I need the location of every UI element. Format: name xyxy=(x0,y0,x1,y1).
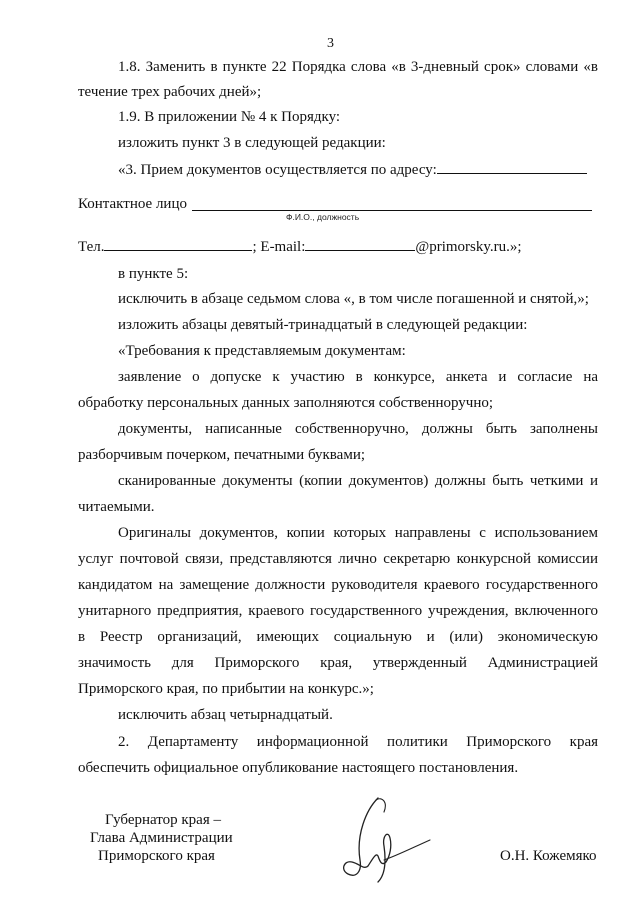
page-number: 3 xyxy=(327,36,334,51)
paragraph-2-line-2: обеспечить официальное опубликование настоящего постановления. xyxy=(78,760,519,776)
signatory-title-line-1: Губернатор края – xyxy=(105,812,221,828)
signatory-title-line-2: Глава Администрации xyxy=(90,830,233,846)
email-blank xyxy=(305,237,415,251)
paragraph-scanned-line-2: читаемыми. xyxy=(78,499,155,515)
paragraph-application-line-2: обработку персональных данных заполняются собственноручно; xyxy=(78,395,494,411)
email-label: ; E-mail: xyxy=(252,239,306,255)
paragraph-handwritten-line-2: разборчивым почерком, печатными буквами; xyxy=(78,447,366,463)
paragraph-1-8-line-2: течение трех рабочих дней»; xyxy=(78,84,262,100)
paragraph-originals-line-2: услуг почтовой связи, представляются лично секретарю конкурсной комиссии xyxy=(78,551,598,567)
paragraph-originals-line-3: кандидатом на замещение должности руководителя краевого государственного xyxy=(78,577,598,593)
paragraph-originals-line-7: Приморского края, по прибытии на конкурс.»; xyxy=(78,681,374,697)
contact-person-caption: Ф.И.О., должность xyxy=(286,212,360,222)
paragraph-edit-item-3: изложить пункт 3 в следующей редакции: xyxy=(118,135,386,151)
phone-label: Тел. xyxy=(78,239,105,255)
paragraph-1-8-line-1: 1.8. Заменить в пункте 22 Порядка слова «в 3-дневный срок» словами «в xyxy=(118,59,598,75)
paragraph-item-5: в пункте 5: xyxy=(118,266,189,282)
handwritten-signature xyxy=(326,790,436,890)
phone-blank xyxy=(104,237,252,251)
paragraph-originals-line-4: унитарного предприятия, краевого государственного учреждения, включенного xyxy=(78,603,598,619)
paragraph-exclude-seventh: исключить в абзаце седьмом слова «, в том числе погашенной и снятой,»; xyxy=(118,291,589,307)
paragraph-1-9: 1.9. В приложении № 4 к Порядку: xyxy=(118,109,341,125)
email-domain: @primorsky.ru.»; xyxy=(415,239,522,255)
paragraph-requirements-heading: «Требования к представляемым документам: xyxy=(118,343,406,359)
paragraph-edit-ninth-thirteenth: изложить абзацы девятый-тринадцатый в следующей редакции: xyxy=(118,317,528,333)
contact-phone-email-line xyxy=(78,237,522,256)
signatory-title-line-3: Приморского края xyxy=(98,848,215,864)
paragraph-scanned-line-1: сканированные документы (копии документов) должны быть четкими и xyxy=(118,473,598,489)
address-blank xyxy=(437,160,587,174)
paragraph-exclude-fourteenth: исключить абзац четырнадцатый. xyxy=(118,707,333,723)
contact-person-blank xyxy=(192,210,592,211)
paragraph-2-line-1: 2. Департаменту информационной политики Приморского края xyxy=(118,734,598,750)
paragraph-handwritten-line-1: документы, написанные собственноручно, должны быть заполнены xyxy=(118,421,598,437)
signatory-name: О.Н. Кожемяко xyxy=(500,848,597,864)
paragraph-application-line-1: заявление о допуске к участию в конкурсе, анкета и согласие на xyxy=(118,369,598,385)
paragraph-originals-line-6: значимость для Приморского края, утвержденный Администрацией xyxy=(78,655,598,671)
paragraph-address xyxy=(118,160,587,179)
contact-person-label: Контактное лицо xyxy=(78,196,187,212)
paragraph-originals-line-1: Оригиналы документов, копии которых направлены с использованием xyxy=(118,525,598,541)
address-text: «3. Прием документов осуществляется по адресу: xyxy=(118,162,437,178)
paragraph-originals-line-5: в Реестр организаций, имеющих социальную и (или) экономическую xyxy=(78,629,598,645)
